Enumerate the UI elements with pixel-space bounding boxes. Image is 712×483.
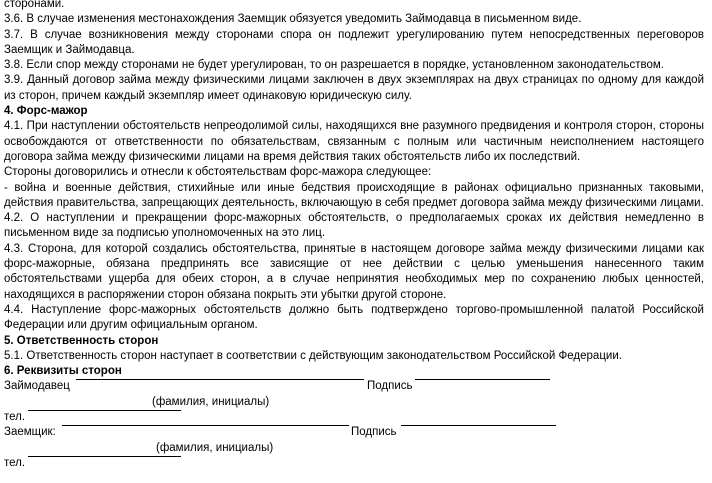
- lender-name-line: [76, 379, 364, 380]
- borrower-phone-row: [4, 456, 704, 471]
- paragraph-force-majeure-intro: Стороны договорились и отнесли к обстоятельствам форс-мажора следующее:: [4, 166, 432, 179]
- borrower-name-caption-row: [4, 441, 704, 456]
- borrower-name-caption: (фамилия, инициалы): [156, 441, 274, 454]
- borrower-signature-line: [401, 425, 556, 426]
- paragraph-force-majeure-list: - война и военные действия, стихийные или иные бедствия происходящие в районах официально признанных таковыми, действия правительства, запрещающих деятельность, включающую в себя предмет договора займа между физическими лицами.: [4, 181, 704, 209]
- lender-label: Займодавец: [4, 380, 70, 393]
- paragraph-3-7: 3.7. В случае возникновения между сторонами спора он подлежит урегулированию путем непосредственных переговоров Заемщик и Займодавца.: [4, 28, 704, 56]
- paragraph-3-9: 3.9. Данный договор займа между физическими лицами заключен в двух экземплярах на двух страницах по одному для каждой из сторон, причем каждый экземпляр имеет одинаковую юридическую силу.: [4, 74, 704, 102]
- borrower-signature-label: Подпись: [351, 426, 397, 439]
- document-body: [4, 0, 704, 471]
- paragraph-continuation: сторонами.: [4, 0, 65, 10]
- borrower-signature-row: [4, 425, 704, 440]
- paragraph-5-1: 5.1. Ответственность сторон наступает в соответствии с действующим законодательством Российской Федерации.: [4, 349, 622, 362]
- lender-signature-line: [415, 379, 550, 380]
- lender-phone-label: тел.: [4, 411, 26, 424]
- paragraph-4-1: 4.1. При наступлении обстоятельств непреодолимой силы, находящихся вне разумного предвидения и контроля сторон, стороны освобождаются от ответственности по обязательствам, связанным с полным или частичным неисполнением настоящего договора займа между физическими лицами на время действия таких обстоятельств либо их последствий.: [4, 120, 704, 163]
- lender-name-caption-row: [4, 395, 704, 410]
- lender-signature-label: Подпись: [367, 380, 413, 393]
- lender-phone-row: [4, 410, 704, 425]
- paragraph-3-6: 3.6. В случае изменения местонахождения Заемщик обязуется уведомить Займодавца в письменном виде.: [4, 13, 582, 26]
- section-5-heading: 5. Ответственность сторон: [4, 334, 159, 347]
- paragraph-3-8: 3.8. Если спор между сторонами не будет урегулирован, то он разрешается в порядке, установленном законодательством.: [4, 59, 664, 72]
- lender-phone-line: [28, 410, 181, 411]
- borrower-label: Заемщик:: [4, 426, 56, 439]
- lender-signature-row: [4, 379, 704, 394]
- paragraph-4-2: 4.2. О наступлении и прекращении форс-мажорных обстоятельств, о предполагаемых сроках их действия немедленно в письменном виде за подписью уполномоченных на это лиц.: [4, 212, 704, 240]
- section-4-heading: 4. Форс-мажор: [4, 105, 88, 118]
- borrower-name-line: [62, 425, 349, 426]
- borrower-phone-line: [28, 456, 181, 457]
- lender-name-caption: (фамилия, инициалы): [152, 395, 270, 408]
- section-6-heading: 6. Реквизиты сторон: [4, 365, 122, 378]
- paragraph-4-3: 4.3. Сторона, для которой создались обстоятельства, принятые в настоящем договоре займа между физическими лицами как форс-мажорные, обязана предпринять все зависящие от нее действии с целью уменьшения нанесенного таким обстоятельствами ущерба для обеих сторон, а в случае непринятия необходимых мер по сохранению любых ценностей, находящихся в распоряжении сторон обязана покрыть эти убытки другой стороне.: [4, 242, 704, 301]
- borrower-phone-label: тел.: [4, 456, 26, 469]
- paragraph-4-4: 4.4. Наступление форс-мажорных обстоятельств должно быть подтверждено торгово-промышленной палатой Российской Федерации или другим официальным органом.: [4, 303, 704, 332]
